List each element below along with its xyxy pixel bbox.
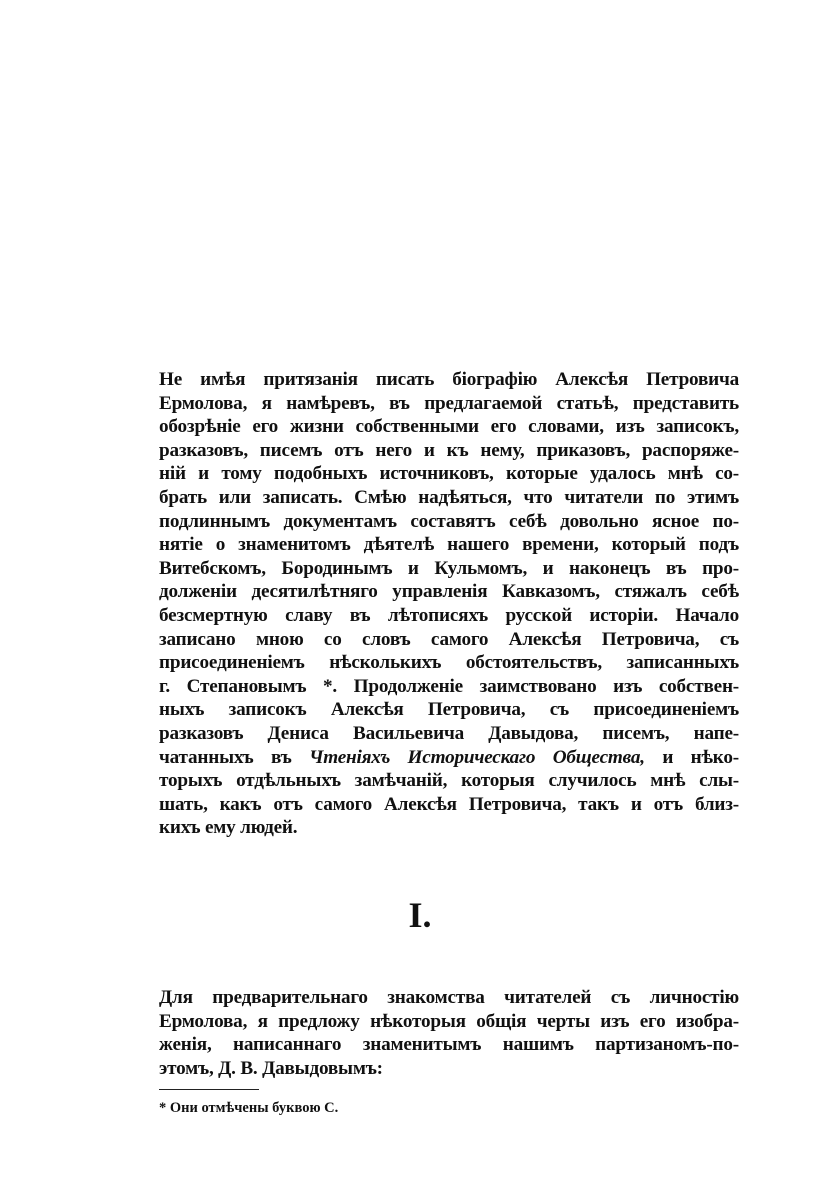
text-fragment: чатанныхъ въ	[159, 746, 310, 768]
text-line: подлиннымъ документамъ составятъ себѣ довольно ясное по-	[159, 510, 739, 532]
text-fragment: и нѣко-	[644, 746, 739, 768]
text-line: нятіе о знаменитомъ дѣятелѣ нашего времени, который подъ	[159, 534, 739, 556]
text-line: присоединеніемъ нѣсколькихъ обстоятельствъ, записанныхъ	[159, 652, 739, 674]
journal-title-italic: Чтеніяхъ Историческаго Общества,	[309, 746, 645, 768]
text-line: шать, какъ отъ самого Алексѣя Петровича, такъ и отъ близ-	[159, 793, 739, 815]
text-line: долженіи десятилѣтняго управленія Кавказомъ, стяжалъ себѣ	[159, 581, 739, 603]
text-line: г. Степановымъ *. Продолженіе заимствовано изъ собствен-	[159, 675, 739, 697]
text-line: Для предварительнаго знакомства читателей съ личностію	[159, 987, 739, 1008]
text-line: этомъ, Д. В. Давыдовымъ:	[159, 1057, 383, 1079]
text-line: Ермолова, я намѣревъ, въ предлагаемой статьѣ, представить	[159, 392, 739, 414]
text-line: ныхъ записокъ Алексѣя Петровича, съ присоединеніемъ	[159, 699, 739, 721]
text-line: кихъ ему людей.	[159, 817, 298, 839]
footnote: * Они отмѣчены буквою С.	[159, 1100, 339, 1116]
text-line: обозрѣніе его жизни собственными его словами, изъ записокъ,	[159, 416, 739, 438]
text-line: Ермолова, я предложу нѣкоторыя общія черты изъ его изобра-	[159, 1010, 739, 1032]
text-line: Витебскомъ, Бородинымъ и Кульмомъ, и наконецъ въ про-	[159, 557, 739, 579]
footnote-divider	[159, 1089, 259, 1090]
text-line: торыхъ отдѣльныхъ замѣчаній, которыя случилось мнѣ слы-	[159, 770, 739, 792]
text-line-with-italic	[159, 746, 739, 770]
text-line: брать или записать. Смѣю надѣяться, что читатели по этимъ	[159, 486, 739, 508]
text-line: ній и тому подобныхъ источниковъ, которые удалось мнѣ со-	[159, 463, 739, 485]
text-line: Не имѣя притязанія писать біографію Алексѣя Петровича	[159, 369, 739, 390]
intro-paragraph	[159, 368, 739, 840]
text-line: разказовъ, писемъ отъ него и къ нему, приказовъ, распоряже-	[159, 439, 739, 461]
chapter-heading: I.	[408, 895, 432, 935]
text-line: женія, написаннаго знаменитымъ нашимъ партизаномъ-по-	[159, 1034, 739, 1056]
text-line: записано мною со словъ самого Алексѣя Петровича, съ	[159, 628, 739, 650]
text-line: безсмертную славу въ лѣтописяхъ русской исторіи. Начало	[159, 604, 739, 626]
text-line: разказовъ Дениса Васильевича Давыдова, писемъ, напе-	[159, 722, 739, 744]
chapter-paragraph	[159, 986, 739, 1080]
